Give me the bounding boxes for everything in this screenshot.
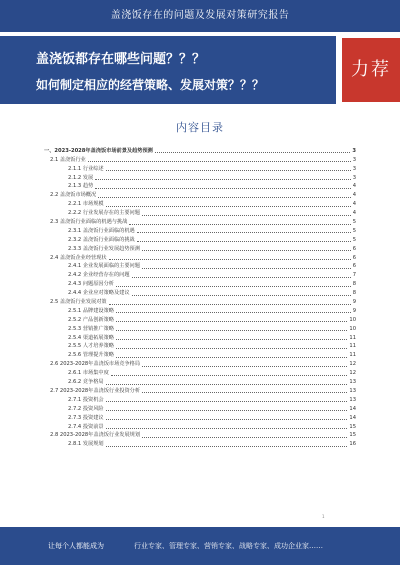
report-header-bar: 盖浇饭存在的问题及发展对策研究报告 — [0, 0, 400, 32]
toc-entry[interactable] — [44, 439, 356, 448]
toc-entry-page: 13 — [349, 387, 356, 394]
toc-entry-page: 10 — [349, 316, 356, 323]
toc-leader-dots — [98, 197, 350, 198]
toc-entry-title: 2.4.1 企业发展面临的主要问题 — [68, 263, 140, 270]
toc-leader-dots — [106, 401, 348, 402]
toc-entry-page: 6 — [352, 263, 356, 270]
toc-entry-title: 2.8 2023-2028年盖浇饭行业发展规划 — [50, 432, 141, 439]
toc-entry-title: 2.7.3 投资建议 — [68, 414, 104, 421]
toc-entry[interactable] — [44, 173, 356, 182]
toc-leader-dots — [95, 179, 350, 180]
toc-entry-page: 14 — [349, 414, 356, 421]
toc-leader-dots — [142, 366, 347, 367]
toc-leader-dots — [106, 206, 351, 207]
toc-entry[interactable] — [44, 386, 356, 395]
toc-entry-title: 2.5.3 营销推广策略 — [68, 325, 114, 332]
toc-leader-dots — [106, 384, 348, 385]
hero-banner — [0, 36, 400, 104]
toc-entry[interactable] — [44, 244, 356, 253]
toc-entry[interactable] — [44, 253, 356, 262]
toc-entry[interactable] — [44, 395, 356, 404]
toc-entry[interactable] — [44, 279, 356, 288]
toc-entry-page: 5 — [352, 236, 356, 243]
toc-entry-page: 13 — [349, 396, 356, 403]
hero-title: 盖浇饭都存在哪些问题？？？ — [36, 52, 206, 67]
toc-leader-dots — [137, 232, 351, 233]
toc-entry[interactable] — [44, 333, 356, 342]
toc-entry-page: 11 — [349, 343, 356, 350]
toc-entry-title: 2.2 盖浇饭市场概况 — [50, 192, 97, 199]
toc-entry-page: 3 — [352, 165, 356, 172]
toc-entry[interactable] — [44, 190, 356, 199]
toc-entry-page: 6 — [352, 254, 356, 261]
hero-band — [0, 36, 336, 104]
toc-leader-dots — [142, 437, 347, 438]
toc-leader-dots — [106, 419, 348, 420]
toc-entry[interactable] — [44, 368, 356, 377]
toc-entry-title: 2.5.4 渠道拓展策略 — [68, 334, 114, 341]
toc-leader-dots — [142, 392, 347, 393]
toc-entry-page: 6 — [352, 245, 356, 252]
footer-slogan: 让每个人都能成为 — [48, 542, 104, 550]
toc-entry-title: 2.8.1 发展规划 — [68, 441, 104, 448]
toc-entry-page: 3 — [352, 147, 356, 154]
toc-entry-page: 4 — [352, 201, 356, 208]
toc-leader-dots — [106, 410, 348, 411]
toc-entry[interactable] — [44, 315, 356, 324]
hero-subtitle: 如何制定相应的经营策略、发展对策？？？ — [36, 78, 265, 92]
toc-heading: 内容目录 — [176, 121, 224, 134]
toc-leader-dots — [109, 304, 351, 305]
toc-entry[interactable] — [44, 217, 356, 226]
toc-leader-dots — [129, 224, 350, 225]
toc-entry-title: 2.5.5 人才培养策略 — [68, 343, 114, 350]
toc-entry-title: 2.7.1 投资机会 — [68, 396, 104, 403]
toc-entry[interactable] — [44, 235, 356, 244]
toc-entry-page: 15 — [349, 423, 356, 430]
page-marker: 1 — [322, 514, 325, 519]
toc-entry-page: 12 — [349, 370, 356, 377]
toc-leader-dots — [116, 286, 351, 287]
toc-entry-title: 2.5.6 管理提升策略 — [68, 352, 114, 359]
toc-entry[interactable] — [44, 182, 356, 191]
toc-entry[interactable] — [44, 155, 356, 164]
toc-entry-page: 4 — [352, 192, 356, 199]
footer-roles: 行业专家、管理专家、营销专家、战略专家、成功企业家…… — [134, 542, 323, 550]
toc-entry-page: 5 — [352, 227, 356, 234]
toc-entry[interactable] — [44, 422, 356, 431]
toc-leader-dots — [95, 188, 350, 189]
toc-entry[interactable] — [44, 262, 356, 271]
toc-entry-page: 3 — [352, 174, 356, 181]
toc-entry[interactable] — [44, 288, 356, 297]
toc-entry-title: 2.5.1 品牌建设策略 — [68, 307, 114, 314]
toc-entry[interactable] — [44, 324, 356, 333]
toc-entry-title: 2.6.2 竞争格局 — [68, 379, 104, 386]
toc-entry-page: 8 — [352, 290, 356, 297]
toc-entry-title: 2.7 2023-2028年盖浇饭行业投资分析 — [50, 387, 141, 394]
toc-entry[interactable] — [44, 404, 356, 413]
toc-entry-page: 8 — [352, 281, 356, 288]
toc-entry[interactable] — [44, 208, 356, 217]
toc-entry-page: 9 — [352, 299, 356, 306]
toc-entry-page: 4 — [352, 183, 356, 190]
toc-entry-page: 12 — [349, 361, 356, 368]
toc-entry-page: 11 — [349, 352, 356, 359]
toc-entry-title: 2.3.1 盖浇饭行业面临的机遇 — [68, 227, 135, 234]
toc-entry-page: 16 — [349, 441, 356, 448]
toc-leader-dots — [109, 259, 351, 260]
toc-entry-title: 2.4 盖浇饭企业经营现状 — [50, 254, 107, 261]
toc-entry-title: 2.1.1 行业综述 — [68, 165, 104, 172]
toc-entry-page: 7 — [352, 272, 356, 279]
toc-entry-title: 2.1.2 发展 — [68, 174, 94, 181]
toc-leader-dots — [132, 277, 351, 278]
toc-entry-page: 9 — [352, 307, 356, 314]
footer-bar — [0, 527, 400, 565]
toc-entry-page: 3 — [352, 156, 356, 163]
toc-entry[interactable] — [44, 199, 356, 208]
toc-entry-title: 2.4.2 企业经营存在的问题 — [68, 272, 130, 279]
toc-leader-dots — [116, 348, 347, 349]
toc-entry[interactable] — [44, 342, 356, 351]
toc-entry-title: 2.5 盖浇饭行业发展对策 — [50, 299, 107, 306]
toc-entry-title: 2.6.1 市场集中度 — [68, 370, 109, 377]
toc-entry-title: 一、2023-2028年盖浇饭市场前景及趋势预测 — [44, 147, 153, 154]
recommend-badge: 力荐 — [342, 38, 400, 102]
toc-leader-dots — [155, 152, 351, 153]
toc-entry-title: 2.2.2 行业发展存在的主要问题 — [68, 210, 140, 217]
toc-entry-title: 2.2.1 市场规模 — [68, 201, 104, 208]
toc-leader-dots — [116, 312, 351, 313]
toc-leader-dots — [106, 428, 348, 429]
toc-entry-title: 2.4.3 问题原因分析 — [68, 281, 114, 288]
toc-entry[interactable] — [44, 377, 356, 386]
toc-leader-dots — [142, 268, 351, 269]
toc-entry-title: 2.3.3 盖浇饭行业发展趋势预测 — [68, 245, 140, 252]
toc-entry-page: 13 — [349, 379, 356, 386]
toc-leader-dots — [137, 241, 351, 242]
toc-leader-dots — [116, 357, 347, 358]
toc-entry[interactable] — [44, 431, 356, 440]
toc-entry-title: 2.3.2 盖浇饭行业面临的挑战 — [68, 236, 135, 243]
toc-leader-dots — [116, 321, 347, 322]
toc-entry-title: 2.7.2 投资风险 — [68, 405, 104, 412]
toc-entry[interactable] — [44, 270, 356, 279]
toc-entry-page: 5 — [352, 219, 356, 226]
toc-entry[interactable] — [44, 164, 356, 173]
toc-entry-page: 10 — [349, 325, 356, 332]
toc-leader-dots — [106, 170, 351, 171]
toc-entry-title: 2.3 盖浇饭行业面临的机遇与挑战 — [50, 219, 128, 226]
toc-entry[interactable] — [44, 350, 356, 359]
toc-leader-dots — [106, 446, 348, 447]
toc-entry-page: 11 — [349, 334, 356, 341]
toc-entry-page: 4 — [352, 210, 356, 217]
toc-entry[interactable] — [44, 413, 356, 422]
toc-entry[interactable] — [44, 359, 356, 368]
toc-entry[interactable] — [44, 226, 356, 235]
toc-leader-dots — [111, 375, 348, 376]
toc-leader-dots — [132, 295, 351, 296]
toc-entry[interactable] — [44, 297, 356, 306]
toc-entry[interactable] — [44, 306, 356, 315]
toc-leader-dots — [116, 330, 347, 331]
toc-leader-dots — [116, 339, 347, 340]
toc-entry-title: 2.7.4 投资前景 — [68, 423, 104, 430]
toc-entry-title: 2.1 盖浇饭行业 — [50, 156, 86, 163]
toc-entry-title: 2.4.4 企业应对策略及建议 — [68, 290, 130, 297]
toc-entry-title: 2.5.2 产品创新策略 — [68, 316, 114, 323]
toc-entry-page: 15 — [349, 432, 356, 439]
toc-entry-title: 2.6 2023-2028年盖浇饭市场竞争格局 — [50, 361, 141, 368]
table-of-contents — [44, 146, 356, 448]
toc-entry-title: 2.1.3 趋势 — [68, 183, 94, 190]
toc-leader-dots — [88, 161, 351, 162]
toc-leader-dots — [142, 250, 351, 251]
toc-entry-page: 14 — [349, 405, 356, 412]
toc-leader-dots — [142, 215, 351, 216]
toc-entry[interactable] — [44, 146, 356, 155]
